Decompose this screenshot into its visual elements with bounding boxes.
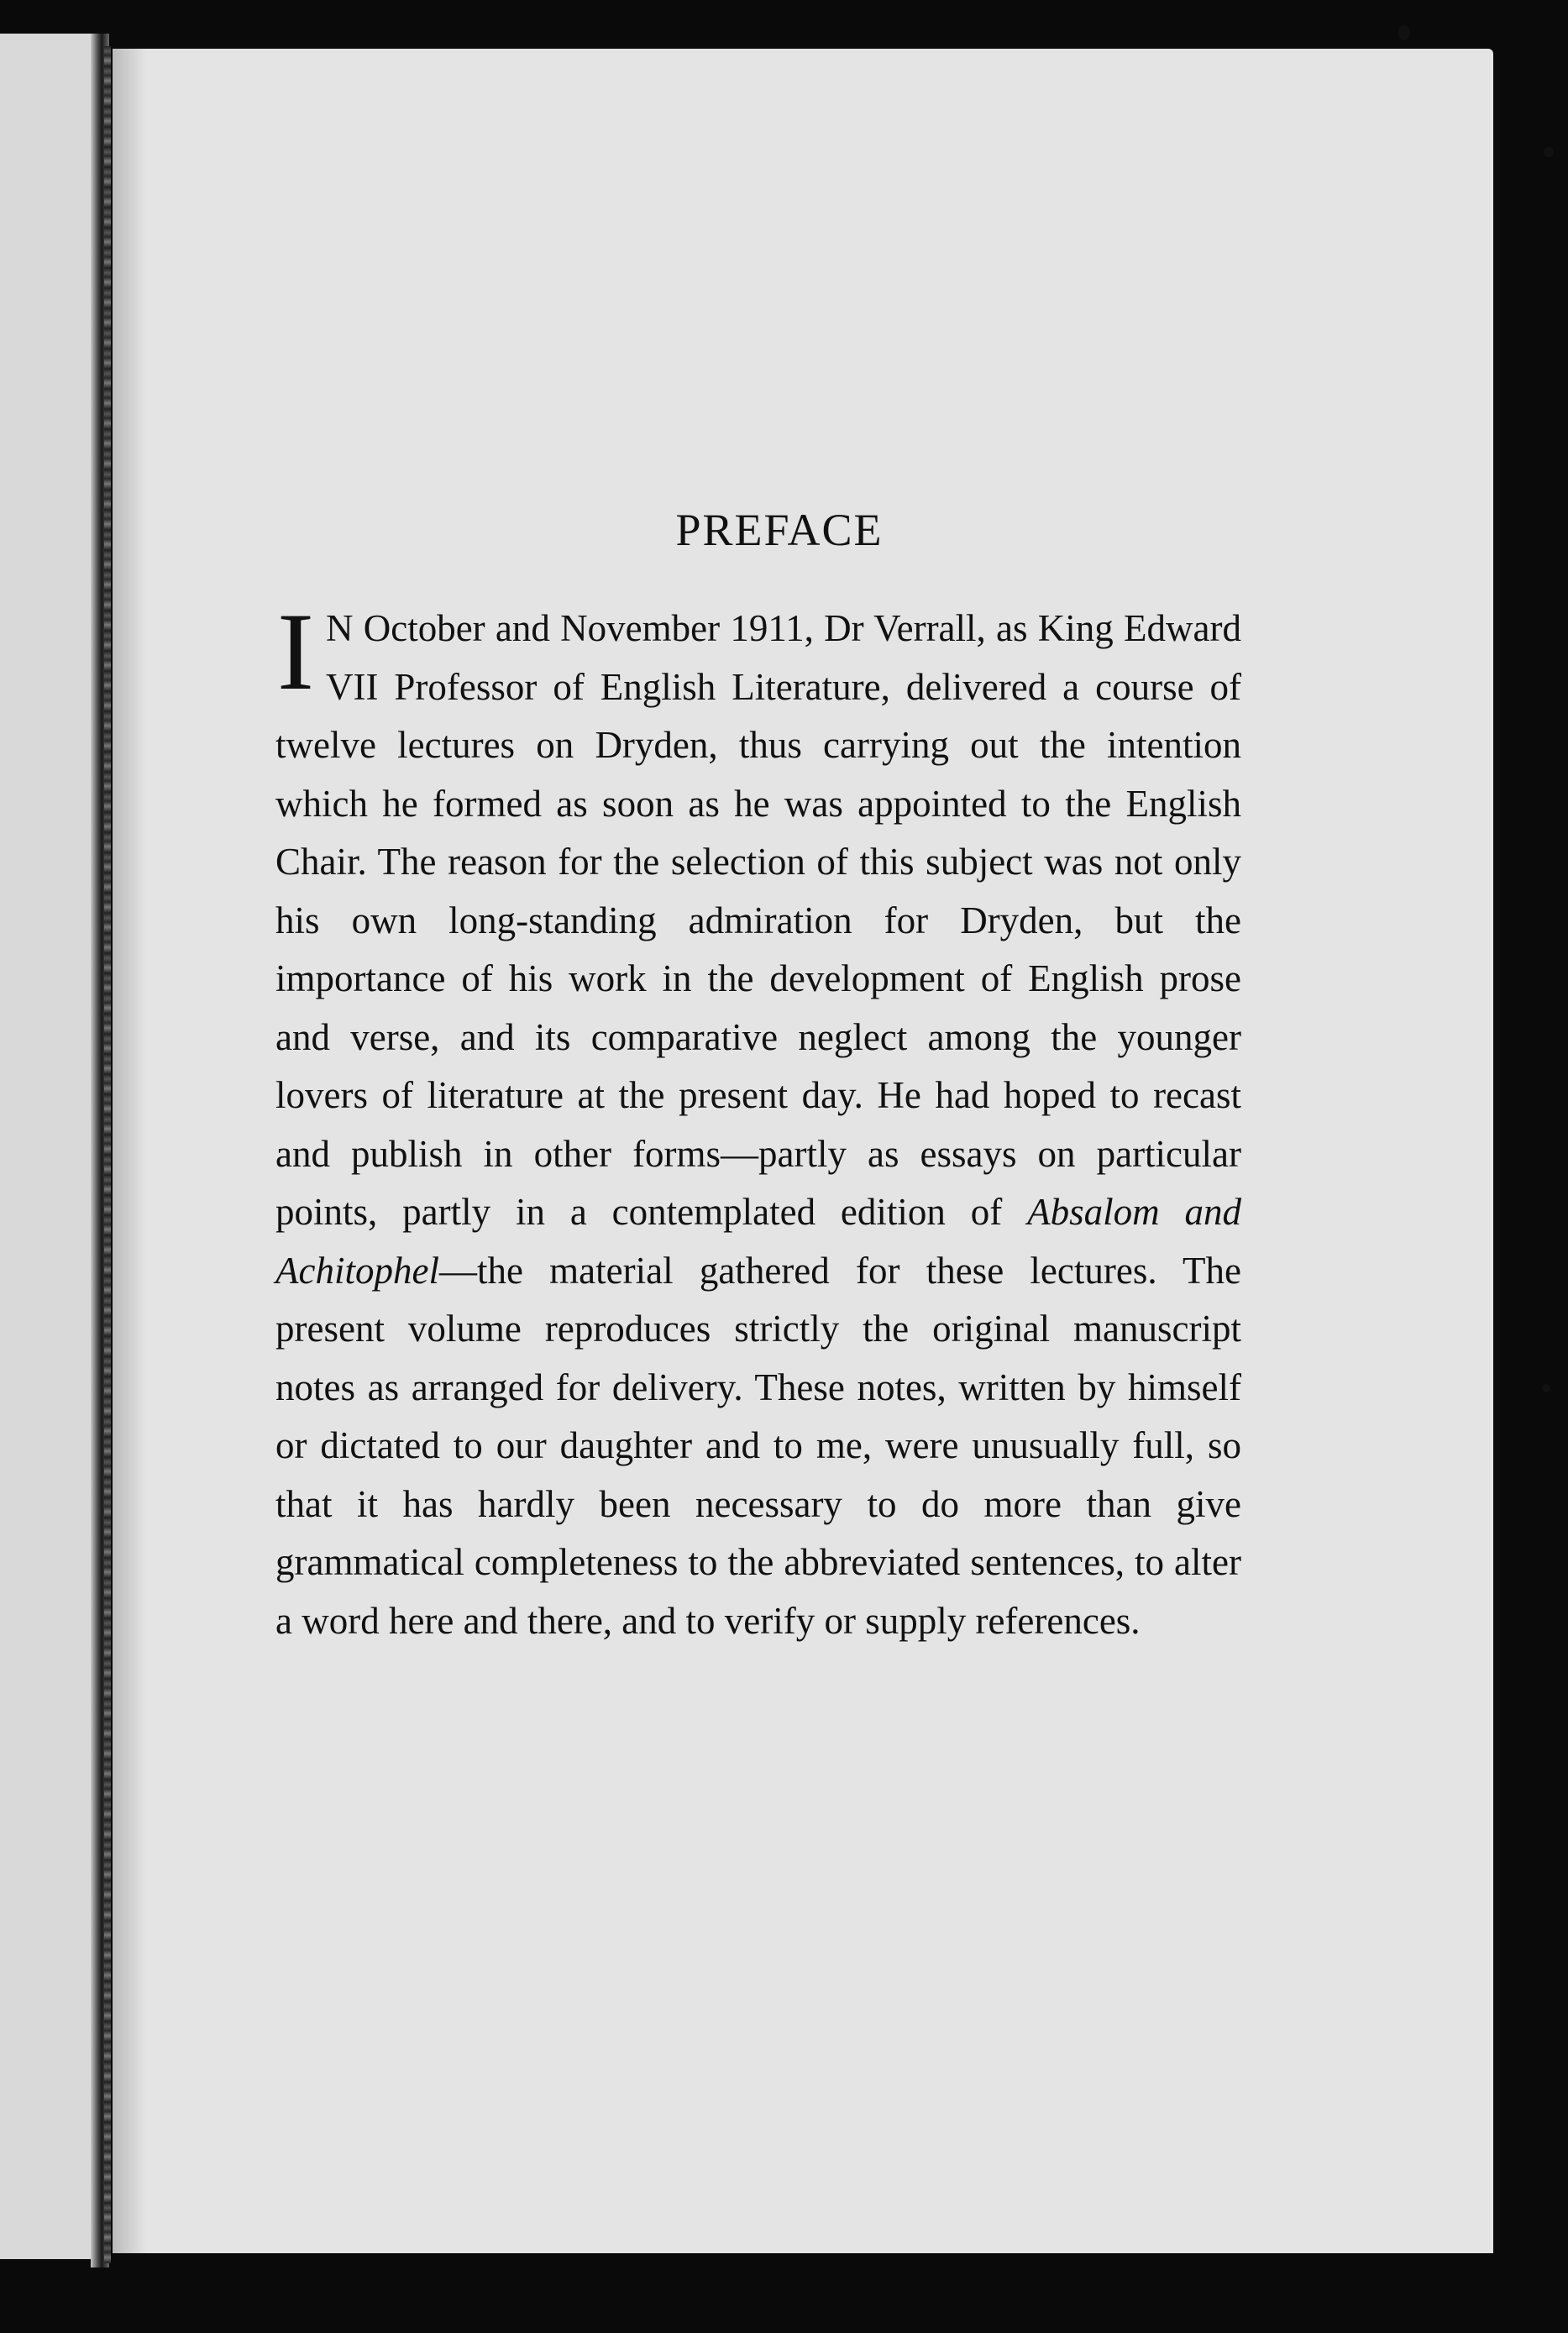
- paragraph-text-end: —the material gathered for these lectures. The present volume reproduces strictly the original manuscript notes as arranged for delivery. These notes, written by himself or dictated to our daughter and to me, were unusually full, so that it has hardly been necessary to do more than give grammatical completeness to the abbreviated sentences, to alter a word here and there, and to verify or supply references.: [275, 1249, 1241, 1642]
- scan-speck: [1544, 147, 1554, 157]
- page-heading: PREFACE: [675, 505, 884, 555]
- preface-paragraph: [275, 590, 1242, 1650]
- page-content: [275, 504, 1241, 1650]
- scan-speck: [1542, 1384, 1550, 1392]
- gutter-line: [104, 46, 111, 2263]
- book-title-italic: Absalom and Achitophel: [275, 1191, 1242, 1292]
- previous-leaf-edge: [0, 34, 99, 2259]
- paragraph-text-start: N October and November 1911, Dr Verrall, as King Edward VII Professor of English Literature, delivered a course of twelve lectures on Dryden, thus carrying out the intention which he formed as soon as he was appointed to the English Chair. The reason for the selection of this subject was not only his own long-standing admiration for Dryden, but the importance of his work in the development of English prose and verse, and its comparative neglect among the younger lovers of literature at the present day. He had hoped to recast and publish in other forms—partly as essays on particular points, partly in a contemplated edition of: [275, 607, 1241, 1233]
- scan-speck: [1398, 25, 1410, 40]
- drop-cap: I: [277, 590, 314, 713]
- page-shading: [113, 49, 146, 2253]
